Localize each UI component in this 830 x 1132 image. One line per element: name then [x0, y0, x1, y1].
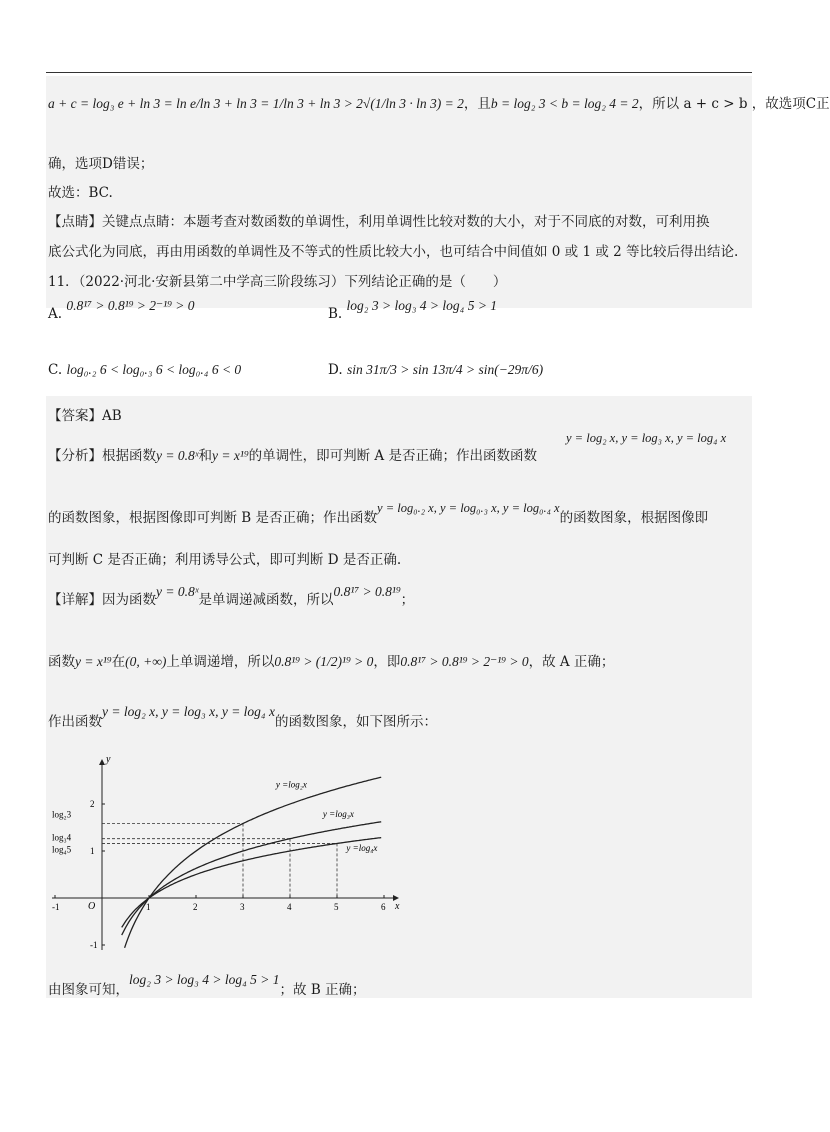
- curve-label-3: y =log₄x: [346, 843, 378, 853]
- prev-b-math: b = log₂ 3 < b = log₂ 4 = 2: [490, 96, 639, 111]
- prev-solution-line1: [48, 92, 830, 112]
- detail-math6: 0.8¹⁷ > 0.8¹⁹ > 2⁻¹⁹ > 0: [400, 654, 529, 669]
- detail-math5: 0.8¹⁹ > (1/2)¹⁹ > 0: [274, 654, 374, 669]
- prev-tail-text: ，所以 a + c > b ，故选项C正: [638, 96, 830, 112]
- x-tick-label-6: 6: [381, 902, 386, 912]
- analysis-line1: [48, 444, 537, 464]
- analysis-label: 【分析】: [48, 448, 102, 464]
- detail-math7: y = log₂ x, y = log₃ x, y = log₄ x: [102, 704, 275, 719]
- detail-math3: y = x¹⁹: [75, 654, 112, 669]
- prev-inequality-math: a + c = log₃ e + ln 3 = ln e/ln 3 + ln 3 = 1/ln 3 + ln 3 > 2√(1/ln 3 · ln 3) = 2: [48, 96, 464, 111]
- log-graph-figure: [48, 746, 410, 952]
- analysis-text2b: 的函数图象，根据图像即: [559, 510, 709, 526]
- x-tick-label-5: 5: [334, 902, 339, 912]
- origin-label: O: [88, 901, 96, 912]
- analysis-line2: [48, 501, 709, 526]
- log-graph: [48, 746, 410, 952]
- detail-math8: log₂ 3 > log₃ 4 > log₄ 5 > 1: [129, 972, 280, 987]
- analysis-text2a: 的函数图象，根据图像即可判断 B 是否正确；作出函数: [48, 510, 378, 526]
- detail-text2d: ，即: [373, 654, 401, 670]
- detail-line3: [48, 704, 437, 730]
- option-a-letter: A.: [48, 306, 63, 322]
- key-point-text1: 关键点点睛：本题考查对数函数的单调性，利用单调性比较对数的大小，对于不同底的对数，可利用换: [102, 214, 710, 230]
- x-tick-label-0: -1: [52, 902, 60, 912]
- detail-text2a: 函数: [48, 654, 75, 670]
- question-stem: 11．（2022·河北·安新县第二中学高三阶段练习）下列结论正确的是（ ）: [48, 274, 507, 290]
- option-b: [328, 298, 498, 322]
- key-point-line1: [48, 210, 710, 230]
- prev-solution-line2: 确，选项D错误；: [48, 156, 154, 172]
- analysis-text1c: 的单调性，即可判断 A 是否正确；作出函数函数: [248, 448, 537, 464]
- detail-text4a: 由图象可知，: [48, 982, 129, 998]
- detail-text3b: 的函数图象，如下图所示：: [275, 714, 437, 730]
- x-tick-label-1: 1: [146, 902, 151, 912]
- option-d-math: sin 31π/3 > sin 13π/4 > sin(−29π/6): [346, 362, 544, 377]
- y-tick-label-0: 2: [90, 799, 95, 809]
- key-point-label: 【点睛】: [48, 214, 102, 230]
- y-mark-label-1: log₃4: [52, 832, 72, 843]
- answer-line: [48, 404, 122, 424]
- y-mark-label-0: log₂3: [52, 809, 72, 820]
- x-tick-label-2: 2: [193, 902, 198, 912]
- curve-1: [125, 777, 382, 948]
- key-point-line2: 底公式化为同底，再由用函数的单调性及不等式的性质比较大小，也可结合中间值如 0 或 1 或 2 等比较后得出结论.: [48, 244, 739, 260]
- analysis-math1: y = 0.8ˣ: [156, 448, 199, 463]
- detail-text2c: 上单调递增，所以: [166, 654, 275, 670]
- analysis-line3: 可判断 C 是否正确；利用诱导公式，即可判断 D 是否正确.: [48, 552, 402, 568]
- detail-math1: y = 0.8ˣ: [156, 584, 199, 599]
- analysis-text1a: 根据函数: [102, 448, 156, 464]
- detail-text1c: ；: [400, 592, 415, 608]
- option-c-letter: C.: [48, 362, 63, 378]
- detail-label: 【详解】: [48, 592, 102, 608]
- analysis-math4: y = log₀.₂ x, y = log₀.₃ x, y = log₀.₄ x: [377, 501, 560, 515]
- option-a: [48, 298, 195, 322]
- answer-value: AB: [102, 408, 122, 424]
- detail-line4: [48, 972, 366, 998]
- detail-text4b: ；故 B 正确；: [279, 982, 366, 998]
- detail-line1: [48, 584, 415, 608]
- option-b-math: log₂ 3 > log₃ 4 > log₄ 5 > 1: [346, 298, 498, 313]
- analysis-math3: y = log₂ x, y = log₃ x, y = log₄ x: [566, 431, 727, 445]
- curve-label-1: y =log₂x: [275, 779, 307, 790]
- y-tick-label-1: 1: [90, 846, 95, 856]
- answer-label: 【答案】: [48, 408, 102, 424]
- detail-text1b: 是单调递减函数，所以: [198, 592, 334, 608]
- y-axis-label: y: [106, 754, 111, 765]
- analysis-text1b: 和: [198, 448, 213, 464]
- y-mark-label-2: log₄5: [52, 844, 72, 855]
- detail-text2e: ，故 A 正确；: [528, 654, 615, 670]
- x-tick-label-3: 3: [240, 902, 245, 912]
- y-tick-label-2: -1: [90, 940, 98, 950]
- curve-2: [122, 822, 382, 935]
- detail-math4: (0, +∞): [125, 654, 167, 669]
- analysis-line1-math3: [566, 430, 726, 446]
- prev-answer-line: 故选：BC.: [48, 185, 113, 201]
- detail-line2: [48, 650, 614, 670]
- curve-label-2: y =log₃x: [322, 809, 354, 820]
- detail-math2: 0.8¹⁷ > 0.8¹⁹: [333, 584, 401, 599]
- detail-text3a: 作出函数: [48, 714, 102, 730]
- detail-text1a: 因为函数: [102, 592, 156, 608]
- option-b-letter: B.: [328, 306, 343, 322]
- prev-mid-text: ，且: [463, 96, 491, 112]
- analysis-math2: y = x¹⁹: [212, 448, 249, 463]
- option-d: [328, 362, 543, 378]
- option-a-math: 0.8¹⁷ > 0.8¹⁹ > 2⁻¹⁹ > 0: [66, 298, 195, 313]
- x-axis-label: x: [395, 901, 400, 912]
- option-d-letter: D.: [328, 362, 343, 378]
- option-c-math: log₀.₂ 6 < log₀.₃ 6 < log₀.₄ 6 < 0: [66, 362, 242, 377]
- option-c: [48, 362, 241, 378]
- top-rule: [46, 72, 752, 73]
- detail-text2b: 在: [111, 654, 126, 670]
- x-tick-label-4: 4: [287, 902, 292, 912]
